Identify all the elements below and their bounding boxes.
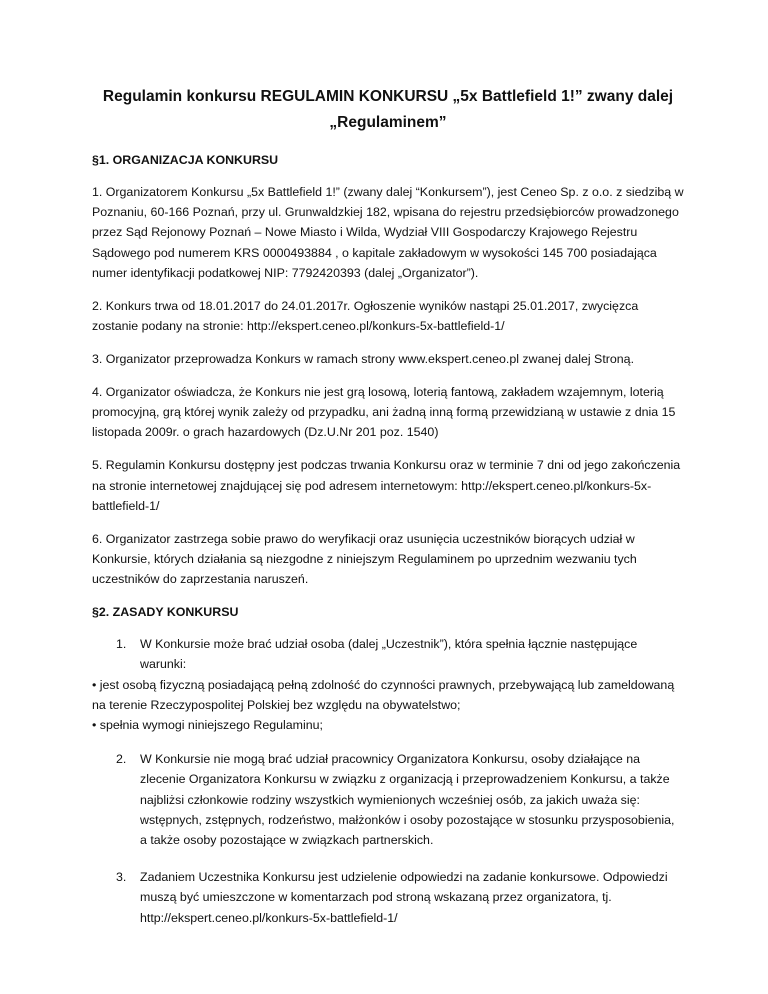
list-item <box>92 749 684 850</box>
section-1-paragraph-3: 3. Organizator przeprowadza Konkurs w ramach strony www.ekspert.ceneo.pl zwanej dalej Stroną. <box>92 352 635 367</box>
section-1-paragraph-4: 4. Organizator oświadcza, że Konkurs nie jest grą losową, loterią fantową, zakładem wzajemnym, loterią promocyjną, grą której wynik zależy od przypadku, ani żadną inną formą przewidzianą w ustawie z dnia 15 listopada 2009r. o grach hazardowych (Dz.U.Nr 201 poz. 1540) <box>92 385 676 440</box>
list-item-number: 2. <box>116 752 127 767</box>
list-item-text: Zadaniem Uczestnika Konkursu jest udzielenie odpowiedzi na zadanie konkursowe. Odpowiedzi muszą być umieszczone w komentarzach pod stroną wskazaną przez organizatora, tj. http://ekspert.ceneo.pl/konkurs-5x-battlefield-1/ <box>140 870 668 925</box>
section-1-heading: §1. ORGANIZACJA KONKURSU <box>92 153 279 167</box>
section-2-heading: §2. ZASADY KONKURSU <box>92 605 239 620</box>
section-1-paragraph-6: 6. Organizator zastrzega sobie prawo do weryfikacji oraz usunięcia uczestników biorących udział w Konkursie, których działania są niezgodne z niniejszym Regulaminem po uprzednim wezwaniu tych uczestników do zaprzestania naruszeń. <box>92 531 637 587</box>
title-line-1: Regulamin konkursu REGULAMIN KONKURSU „5x Battlefield 1!” zwany dalej <box>102 88 674 105</box>
section-2-list <box>92 634 684 928</box>
list-item-text: W Konkursie może brać udział osoba (dalej „Uczestnik”), która spełnia łącznie następujące warunki: <box>140 637 638 672</box>
list-item <box>92 867 684 928</box>
list-item-number: 1. <box>116 637 127 652</box>
list-item-number: 3. <box>116 870 127 885</box>
title-line-2: „Regulaminem” <box>329 114 447 131</box>
section-1-paragraph-5: 5. Regulamin Konkursu dostępny jest podczas trwania Konkursu oraz w terminie 7 dni od jego zakończenia na stronie internetowej znajdującej się pod adresem internetowym: http://ekspert.ceneo.pl/konkurs-5x-battlefield-1/ <box>92 458 681 513</box>
list-item <box>92 634 684 735</box>
document-content <box>92 84 684 945</box>
section-1-paragraph-2: 2. Konkurs trwa od 18.01.2017 do 24.01.2017r. Ogłoszenie wyników nastąpi 25.01.2017, zwycięzca zostanie podany na stronie: http://ekspert.ceneo.pl/konkurs-5x-battlefield-1/ <box>92 298 639 334</box>
bullet-item: • jest osobą fizyczną posiadającą pełną zdolność do czynności prawnych, przebywającą lub zameldowaną na terenie Rzeczypospolitej Polskiej bez względu na obywatelstwo; <box>92 677 675 712</box>
list-item-text: W Konkursie nie mogą brać udział pracownicy Organizatora Konkursu, osoby działające na zlecenie Organizatora Konkursu w związku z organizacją i przeprowadzeniem Konkursu, a także najbliżsi członkowie rodziny wszystkich wymienionych wcześniej osób, za jakich uważa się: wstępnych, zstępnych, rodzeństwo, małżonków i osoby pozostające w stosunku przysposobienia, a także osoby pozostające w związkach partnerskich. <box>140 752 675 848</box>
section-1-paragraph-1: 1. Organizatorem Konkursu „5x Battlefield 1!” (zwany dalej “Konkursem”), jest Ceneo Sp. z o.o. z siedzibą w Poznaniu, 60-166 Poznań, przy ul. Grunwaldzkiej 182, wpisana do rejestru przedsiębiorców prowadzonego przez Sąd Rejonowy Poznań – Nowe Miasto i Wilda, Wydział VIII Gospodarczy Krajowego Rejestru Sądowego pod numerem KRS 0000493884 , o kapitale zakładowym w wysokości 145 700 posiadająca numer identyfikacji podatkowej NIP: 7792420393 (dalej „Organizator”). <box>92 185 684 280</box>
document-title <box>92 84 684 136</box>
bullet-item: • spełnia wymogi niniejszego Regulaminu; <box>92 718 323 733</box>
